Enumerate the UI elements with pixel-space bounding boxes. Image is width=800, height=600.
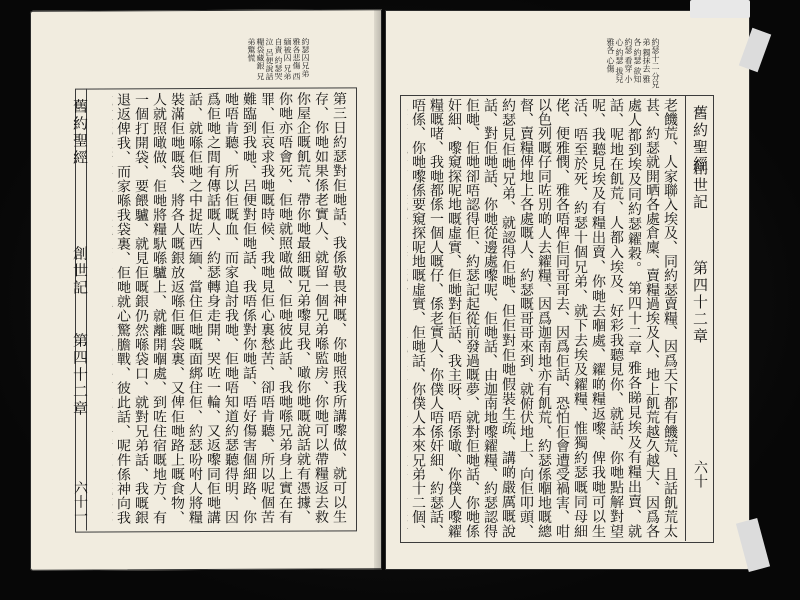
left-book-name: 創世記	[71, 245, 89, 297]
right-chapter-label: 第四十二章	[691, 260, 709, 345]
top-page-tab	[690, 0, 750, 18]
right-running-title: 舊約聖經	[691, 105, 709, 173]
left-margin-notes: 約瑟囚兄弟 雅各悲傷 西緬被囚 兄弟自責 約瑟哭泣 呂便說話 糧袋藏銀 兄弟驚慌	[247, 37, 310, 81]
left-page	[30, 9, 382, 571]
right-page	[385, 10, 750, 570]
left-running-title: 舊約聖經	[71, 98, 89, 167]
right-body-text: 老饑荒、人家聯入埃及、同約瑟賣糧、因爲天下都有饑荒、且話飢荒太甚、約瑟就開晒各處倉廩、賣糧過埃及人、地上飢荒越久越大、因爲各處人都到埃及同約瑟糴穀。 第四十二章 雅各睇見埃及有糧出賣、就話、呢地在飢荒、人都入埃及、好彩我聽見你、就話、你哋點解對望呢、我聽見埃及有糧出賣、你哋去嗰處、糴啲糧返嚟、俾我哋可以生活、唔至於死、約瑟十個兄弟、就下去埃及糴糧、惟獨約瑟嘅同母細佬、便雅憫、雅各唔俾佢同哥哥去、因爲佢話、恐怕佢會遭受禍害、咁以色列嘅仔同咗別啲人去糴糧、因爲迦南地亦有飢荒、約瑟係嗰地嘅總督、賣糧俾地上各處嘅人、約瑟嘅哥哥來到、就俯伏地上、向佢叩頭、約瑟見佢哋兄弟、就認得佢哋、但佢對佢哋假裝生疏、講啲嚴厲嘅說話、對佢哋話、你哋從邊處嚟呢、佢哋話、由迦南地嚟糴糧、約瑟認得佢哋、佢哋卻唔認得佢、約瑟記起從前發過嘅夢、就對佢哋話、你哋係奸細、嚟窺探呢地嘅虛實、佢哋對佢話、我主呀、唔係噉、你僕人嚟糴糧嘅啫、我哋都係一個人嘅仔、係老實人、你僕人唔係奸細、約瑟話、唔係、你哋嚟係要窺探呢地嘅虛實、佢哋話、你僕人本來兄弟十二個、	[410, 98, 678, 538]
left-chapter-label: 第四十二章	[71, 332, 89, 418]
right-margin-notes: 約瑟十二 分兄弟 獨抹去 雅各 約瑟 欲知 約瑟 看穿 小心 約瑟 拔兒 雅各 心傷	[606, 38, 660, 89]
right-header-rule	[685, 95, 686, 541]
open-book	[30, 10, 752, 595]
right-book-name: 創世記	[691, 160, 709, 211]
right-page-number: 六十	[692, 460, 708, 488]
left-page-number: 六十一	[72, 480, 88, 523]
left-body-text: 第三日約瑟對佢哋話、我係敬畏神嘅、你哋照我所講嚟做、就可以生存、你哋如果係老實人、就留一個兄弟喺監房、你哋可以帶糧返去救你屋企嘅飢荒、帶你哋最細嘅兄弟嚟見我、噉你哋嘅說話就有憑據、你哋亦唔會死、佢哋就照噉做、佢哋彼此話、我哋喺兄弟身上實在有罪、佢哀求我哋嘅時候、我哋見佢心裏愁苦、卻唔肯聽、所以呢個苦難臨到我哋、呂便對佢哋話、我唔係對你哋話、唔好傷害個細路、你哋唔肯聽、所以佢嘅血、而家追討我哋、佢哋唔知道約瑟聽得明、因爲佢哋之間有傳話嘅人、約瑟轉身走開、哭咗一輪、又返嚟同佢哋講話、就喺佢哋之中捉咗西緬、當住佢哋嘅面綁住佢、約瑟吩咐人將糧裝滿佢哋嘅袋、將各人嘅銀放返喺佢嘅袋裏、又俾佢哋路上嘅食物、人就照噉做、佢哋將糧馱喺驢上、就離開嗰處、到咗住宿嘅地方、有一個打開袋、要餵驢、就見佢嘅銀仍然喺袋口、就對兄弟話、我嘅銀退返俾我、而家喺我袋裏、佢哋就心驚膽戰、彼此話、呢件係神向我哋做嘅乜嘢事呢、佢哋返到迦南地、父親雅各嗰處、將所遭遇嘅事都話俾佢聽、	[115, 91, 347, 525]
